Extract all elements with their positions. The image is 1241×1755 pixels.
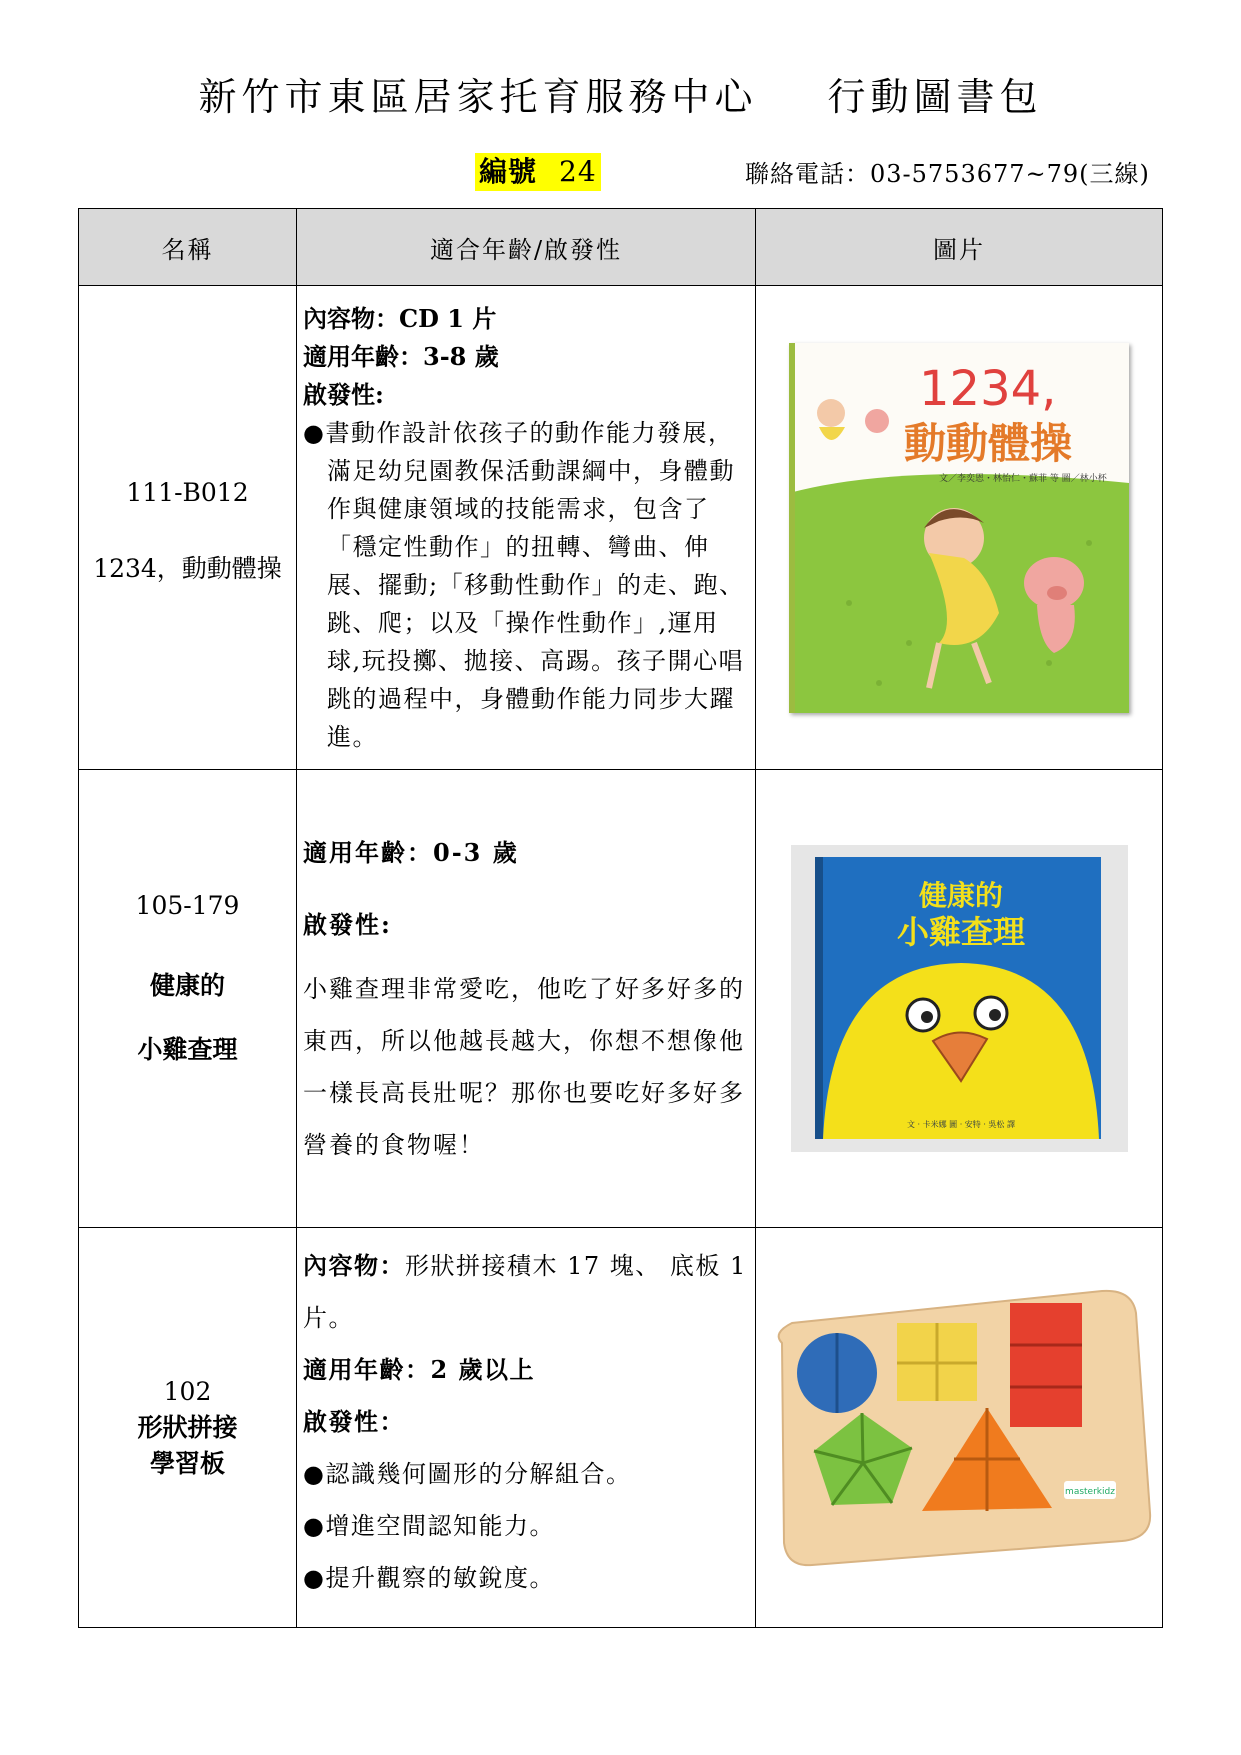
- content-label: 內容物：: [303, 1251, 405, 1280]
- content-value: CD 1 片: [399, 304, 497, 333]
- item-id: 105-179: [135, 891, 240, 920]
- item-desc-cell: [297, 770, 756, 1228]
- item-title-line2: 小雞查理: [137, 1035, 238, 1064]
- cover-author: 文／李奕恩・林怡仁・蘇菲 等 圖／林小杯: [939, 473, 1107, 484]
- book-table: [78, 208, 1163, 1628]
- circle-piece: [797, 1333, 877, 1413]
- brand-label: masterkidz: [1064, 1486, 1115, 1497]
- cover-illustration: [789, 343, 1129, 713]
- cover-title-line1: 健康的: [918, 879, 1003, 912]
- age-label: 適用年齡：: [303, 342, 423, 371]
- table-header-row: [79, 209, 1163, 286]
- inspiration-bullet: ●增進空間認知能力。: [303, 1512, 555, 1540]
- puzzle-illustration: [762, 1283, 1157, 1573]
- content-value: 形狀拼接積木 17 塊、 底板 1 片。: [303, 1252, 747, 1332]
- code-label: 編號: [479, 155, 538, 188]
- inspiration-desc: 書動作設計依孩子的動作能力發展，滿足幼兒園教保活動課綱中，身體動作與健康領域的技能需求，包含了「穩定性動作」的扭轉、彎曲、伸展、擺動;「移動性動作」的走、跑、跳、爬；以及「操作性動作」,運用球,玩投擲、拋接、高踢。孩子開心唱跳的過程中，身體動作能力同步大躍進。: [325, 419, 745, 751]
- title-book-pack: 行動圖書包: [827, 75, 1043, 119]
- cover-author: 文 · 卡米娜 圖 · 安特 · 吳松 譯: [906, 1120, 1015, 1129]
- code-number: 24: [559, 155, 597, 188]
- inspiration-bullet: ●提升觀察的敏銳度。: [303, 1564, 555, 1592]
- age-label: 適用年齡：: [303, 1355, 431, 1384]
- cover-title-line2: 小雞查理: [896, 913, 1025, 951]
- col-header-age: 適合年齡/啟發性: [297, 209, 756, 286]
- item-picture-cell: [756, 286, 1163, 770]
- page-title: [0, 72, 1241, 122]
- item-picture-cell: [756, 770, 1163, 1228]
- inspiration-label: 啟發性:: [303, 380, 384, 409]
- contact-phone: 聯絡電話：03-5753677~79(三線): [745, 160, 1150, 188]
- item-desc-cell: [297, 286, 756, 770]
- item-id: 102: [163, 1376, 212, 1406]
- puzzle-board-photo: [762, 1283, 1157, 1573]
- item-title: 1234，動動體操: [93, 554, 282, 583]
- item-id: 111-B012: [126, 478, 249, 507]
- age-value: 2 歲以上: [430, 1355, 536, 1384]
- cover-title-text: 動動體操: [904, 418, 1073, 468]
- item-name-cell: [79, 1228, 297, 1628]
- table-row: [79, 1228, 1163, 1628]
- item-name-cell: [79, 770, 297, 1228]
- square-piece: [897, 1323, 977, 1401]
- item-desc-cell: [297, 1228, 756, 1628]
- table-row: [79, 770, 1163, 1228]
- item-title-line1: 形狀拼接: [137, 1412, 238, 1442]
- item-name-cell: [79, 286, 297, 770]
- inspiration-text: [303, 414, 751, 756]
- rectangle-piece: [1010, 1303, 1082, 1427]
- cover-title-numbers: 1234,: [919, 360, 1057, 417]
- inspiration-label: 啟發性：: [303, 1407, 405, 1436]
- inspiration-desc: 小雞查理非常愛吃，他吃了好多好多的東西，所以他越長越大，你想不想像他一樣長高長壯呢？那你也要吃好多好多營養的食物喔！: [303, 974, 745, 1159]
- age-value: 3-8 歲: [423, 342, 499, 371]
- cover-illustration: [791, 845, 1128, 1152]
- book-cover-chick: [791, 845, 1128, 1152]
- item-title-line1: 健康的: [149, 971, 225, 1000]
- inspiration-bullet: ●認識幾何圖形的分解組合。: [303, 1460, 632, 1488]
- item-title-line2: 學習板: [149, 1448, 225, 1478]
- book-cover-exercise: [789, 343, 1129, 713]
- bullet-icon: ●: [303, 419, 326, 447]
- col-header-name: 名稱: [79, 209, 297, 286]
- code-badge: [475, 153, 601, 191]
- item-picture-cell: [756, 1228, 1163, 1628]
- content-label: 內容物：: [303, 304, 399, 333]
- table-row: [79, 286, 1163, 770]
- title-center-name: 新竹市東區居家托育服務中心: [198, 75, 758, 119]
- inspiration-label: 啟發性:: [303, 909, 392, 939]
- age-label: 適用年齡：: [303, 837, 433, 867]
- col-header-picture: 圖片: [756, 209, 1163, 286]
- age-value: 0-3 歲: [433, 837, 519, 867]
